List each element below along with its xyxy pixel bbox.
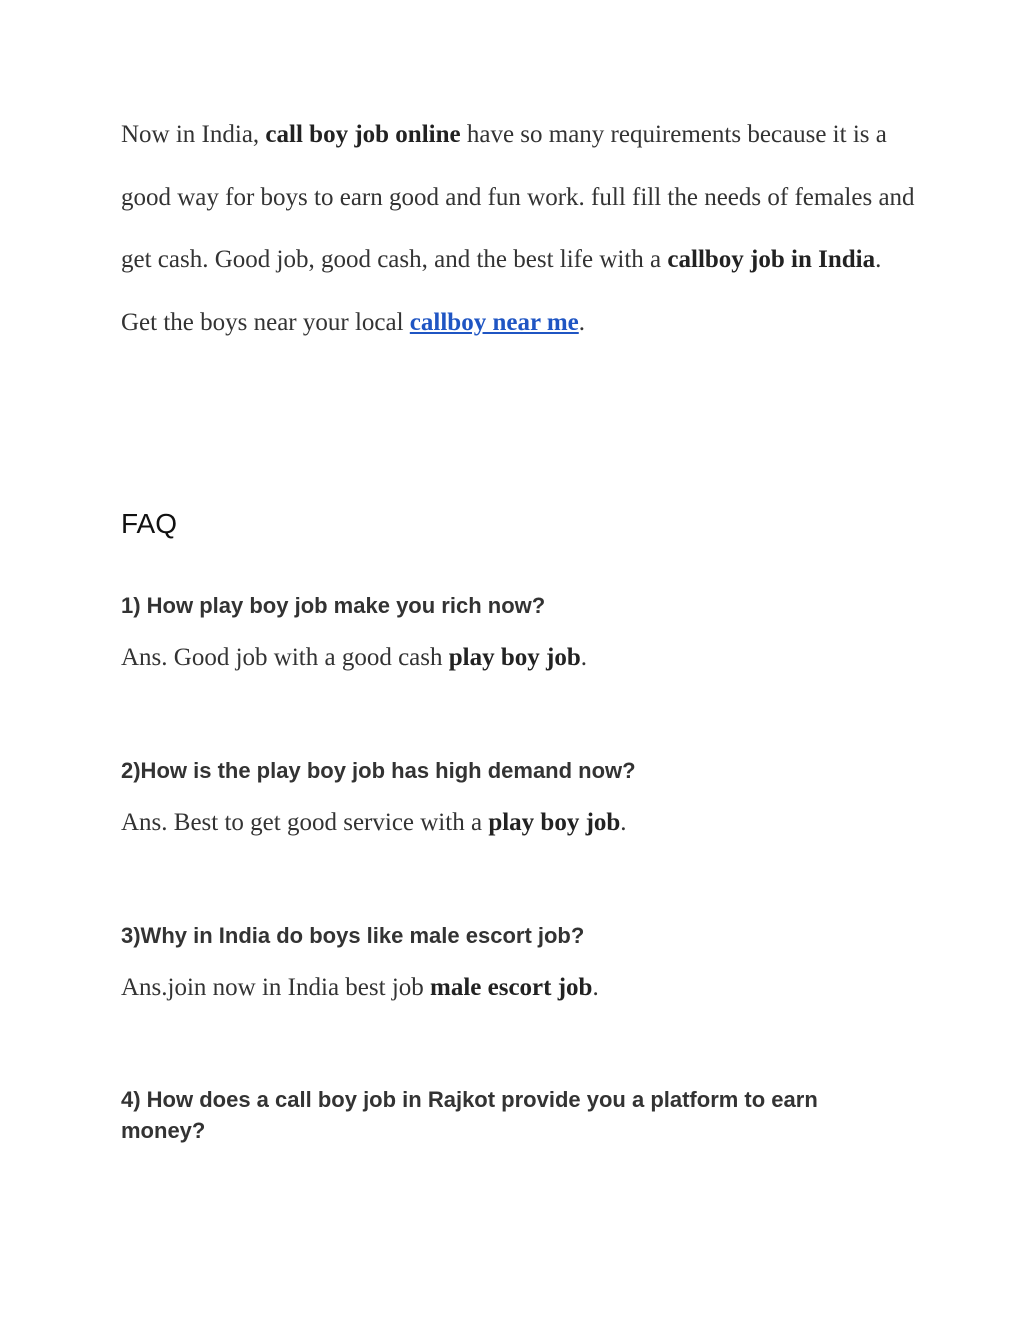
faq-question-4: 4) How does a call boy job in Rajkot provide you a platform to earn money? bbox=[121, 1087, 818, 1143]
intro-text-3: . Get the boys near your local bbox=[121, 246, 882, 336]
faq-answer-2-text: Ans. Best to get good service with a bbox=[121, 809, 489, 836]
faq-answer-2-bold: play boy job bbox=[488, 809, 621, 836]
faq-answer-2 bbox=[121, 807, 921, 839]
faq-answer-1-suffix: . bbox=[580, 644, 587, 671]
faq-answer-3-text: Ans.join now in India best job bbox=[121, 974, 431, 1001]
intro-text-2: have so many requirements because it is a good way for boys to earn good and fun work. full fill the needs of females and get cash. Good job, good cash, and the best life with a bbox=[121, 121, 915, 273]
intro-text-1: Now in India, bbox=[121, 121, 266, 148]
intro-bold-callboy-job-in-india: callboy job in India bbox=[667, 246, 876, 273]
faq-answer-1 bbox=[121, 642, 921, 674]
intro-text-4: . bbox=[578, 308, 586, 336]
faq-heading: FAQ bbox=[121, 508, 178, 539]
intro-bold-call-boy-job-online: call boy job online bbox=[265, 121, 461, 148]
faq-answer-3-suffix: . bbox=[592, 974, 599, 1001]
faq-answer-3 bbox=[121, 972, 921, 1004]
callboy-near-me-link[interactable]: callboy near me bbox=[409, 308, 579, 336]
faq-question-2: 2)How is the play boy job has high demand now? bbox=[121, 758, 636, 783]
faq-answer-1-bold: play boy job bbox=[448, 644, 581, 671]
faq-answer-3-bold: male escort job bbox=[430, 974, 593, 1001]
faq-question-1: 1) How play boy job make you rich now? bbox=[121, 593, 546, 618]
intro-paragraph bbox=[121, 104, 921, 354]
faq-question-3: 3)Why in India do boys like male escort job? bbox=[121, 923, 585, 948]
faq-answer-2-suffix: . bbox=[620, 809, 627, 836]
faq-answer-1-text: Ans. Good job with a good cash bbox=[121, 644, 449, 671]
